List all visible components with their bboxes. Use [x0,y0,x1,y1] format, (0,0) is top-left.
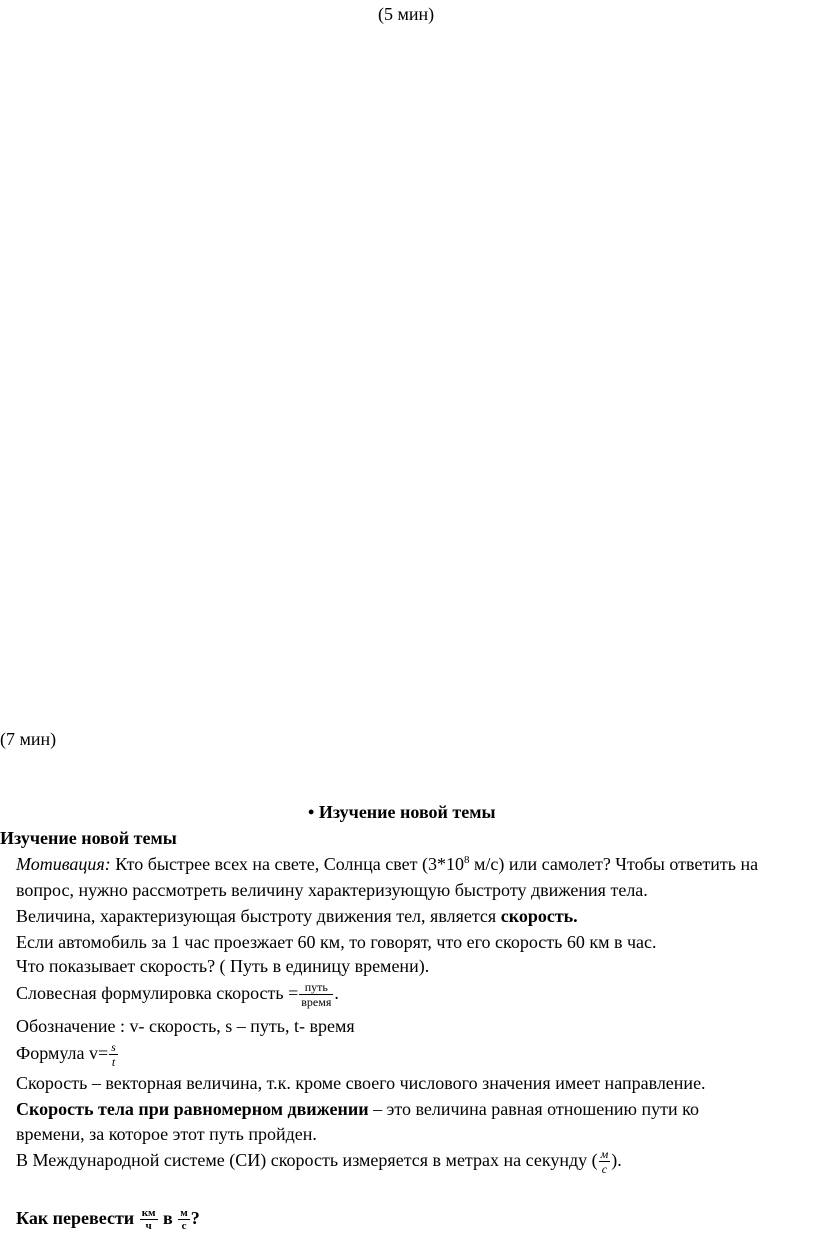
s-over-t-fraction: $\frac{s}{t}$ [111,1040,116,1070]
path-over-time-fraction: $\frac{\text{путь}}{\text{время}}$ [301,980,332,1010]
km-per-h-fraction: $\frac{км}{ч}$ [141,1207,156,1233]
m-per-s-fraction: $\frac{м}{с}$ [180,1207,188,1233]
definition-line: Величина, характеризующая быстроту движения тел, является скорость. [16,906,578,926]
speed-term: скорость. [500,906,578,926]
verbal-formula-line: Словесная формулировка скорость = $\frac{\text{путь}}{\text{время}}$ . [16,980,339,1010]
motivation-label: Мотивация: [16,854,111,874]
m-over-s-fraction: $\frac{м}{с}$ [600,1147,609,1177]
uniform-motion-line-1: Скорость тела при равномерном движении – это величина равная отношению пути ко [16,1099,699,1119]
question-line: Что показывает скорость? ( Путь в единицу времени). [16,956,430,976]
motivation-line-1: Мотивация: Кто быстрее всех на свете, Солнца свет ($3*10^8$ м/с) или самолет? Чтобы ответить на [16,854,759,874]
bullet-heading [308,801,496,823]
motivation-line-2: вопрос, нужно рассмотреть величину характеризующую быстроту движения тела. [16,880,648,900]
uniform-motion-line-2: времени, за которое этот путь пройден. [16,1124,317,1144]
example-line: Если автомобиль за 1 час проезжает 60 км, то говорят, что его скорость 60 км в час. [16,932,657,952]
notation-line: Обозначение : v- скорость, s – путь, t- время [16,1016,355,1036]
bullet-icon: • [308,802,315,822]
bullet-heading-text: Изучение новой темы [318,802,496,822]
exponent: 8 [464,854,470,866]
timer-5-min: (5 мин) [378,4,435,24]
section-heading: Изучение новой темы [0,828,177,848]
timer-7-min: (7 мин) [0,729,57,749]
vector-note-line: Скорость – векторная величина, т.к. кроме своего числового значения имеет направление. [16,1073,706,1093]
si-units-line: В Международной системе (СИ) скорость измеряется в метрах на секунду ( $\frac{м}{с}$ ). [16,1147,622,1177]
convert-question-line: Как перевести $\frac{км}{ч}$ в $\frac{м}{с}$ ? [16,1207,200,1233]
formula-line: Формула v= $\frac{s}{t}$ [16,1040,116,1070]
